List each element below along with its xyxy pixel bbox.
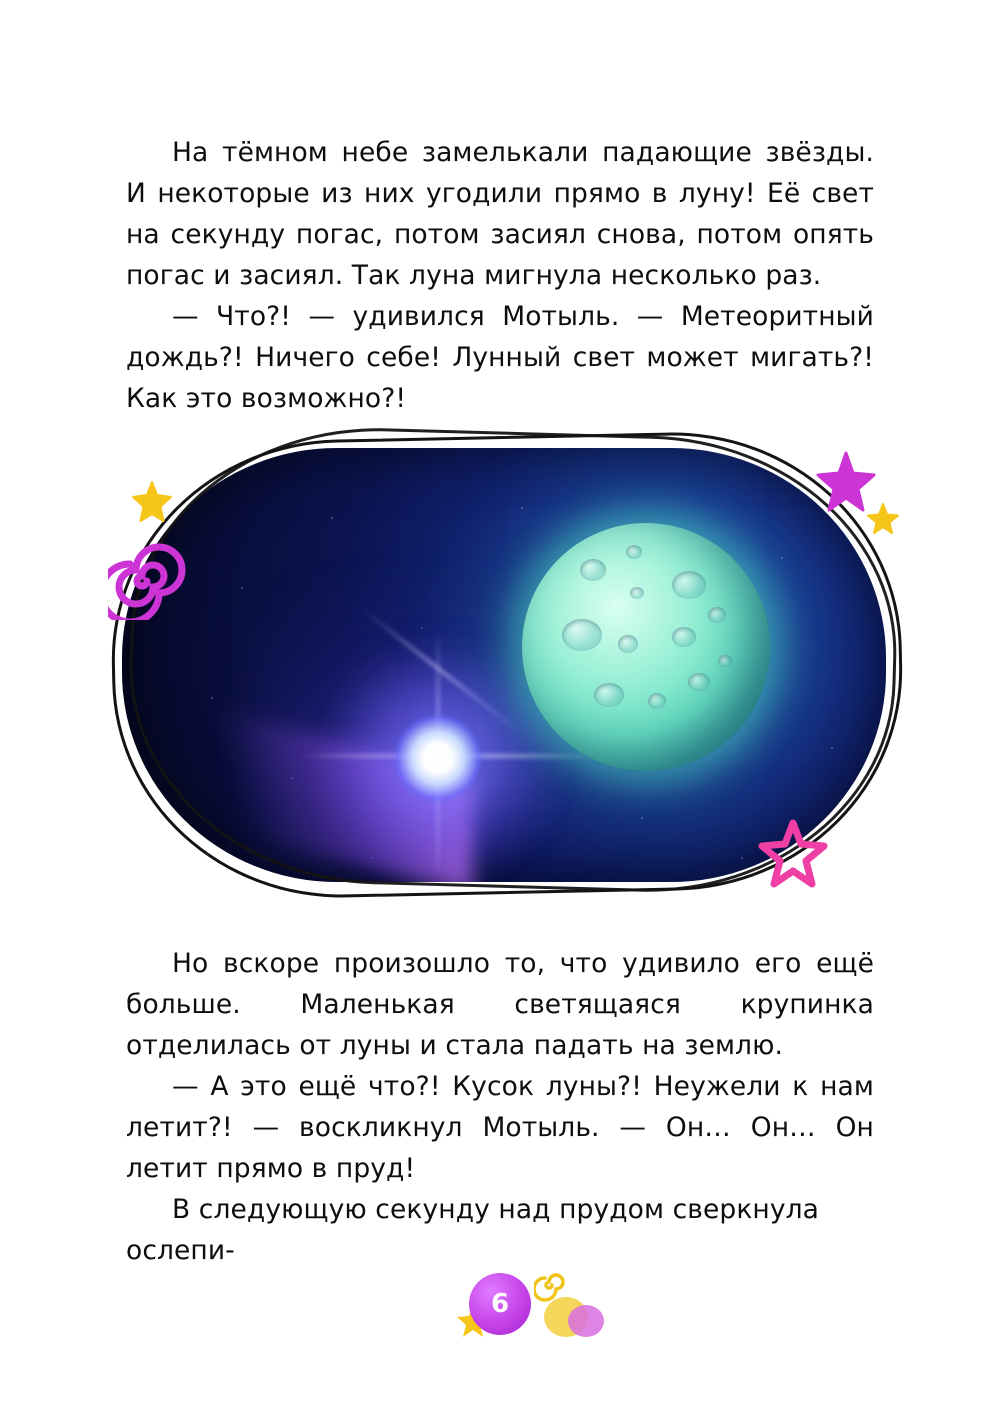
illustration — [104, 430, 904, 900]
moon-crater — [580, 559, 606, 581]
moon-crater — [718, 655, 732, 667]
moon-crater — [708, 607, 726, 623]
moon-crater — [618, 635, 638, 653]
night-sky-scene — [122, 448, 886, 882]
paragraph: — А это ещё что?! Кусок луны?! Неужели к нам летит?! — воскликнул Мотыль. — Он… Он… Он летит прямо в пруд! — [126, 1071, 874, 1184]
yellow-star-left-icon — [130, 480, 174, 524]
pink-star-bottom-right-icon — [756, 818, 830, 892]
moon-crater — [562, 619, 602, 651]
top-text-block — [126, 132, 874, 419]
paragraph: На тёмном небе замелькали падающие звёзды. И некоторые из них угодили прямо в луну! Её свет на секунду погас, потом засиял снова, потом опять погас и засиял. Так луна мигнула несколько раз. — [126, 137, 874, 291]
bottom-text-block — [126, 943, 874, 1271]
page-number-badge: 6 — [469, 1273, 531, 1335]
comet-core — [392, 712, 484, 804]
moon-crater — [594, 683, 624, 707]
paragraph: В следующую секунду над прудом сверкнула ослепи- — [126, 1194, 820, 1266]
page-footer — [0, 1255, 1000, 1365]
paragraph: — Что?! — удивился Мотыль. — Метеоритный дождь?! Ничего себе! Лунный свет может мигать?! Как это возможно?! — [126, 301, 874, 414]
moon-crater — [626, 545, 642, 559]
illustration-frame — [104, 430, 904, 900]
moon-crater — [688, 673, 710, 691]
magenta-spiral-icon — [108, 542, 186, 620]
moon-crater — [672, 571, 706, 599]
moon-crater — [630, 587, 644, 599]
moon — [522, 523, 770, 771]
moon-crater — [672, 627, 696, 647]
footer-doodle-spiral-icon — [534, 1267, 570, 1303]
moon-crater — [648, 693, 666, 709]
yellow-star-right-icon — [866, 502, 900, 536]
paragraph: Но вскоре произошло то, что удивило его ещё больше. Маленькая светящаяся крупинка отделилась от луны и стала падать на землю. — [126, 948, 874, 1061]
